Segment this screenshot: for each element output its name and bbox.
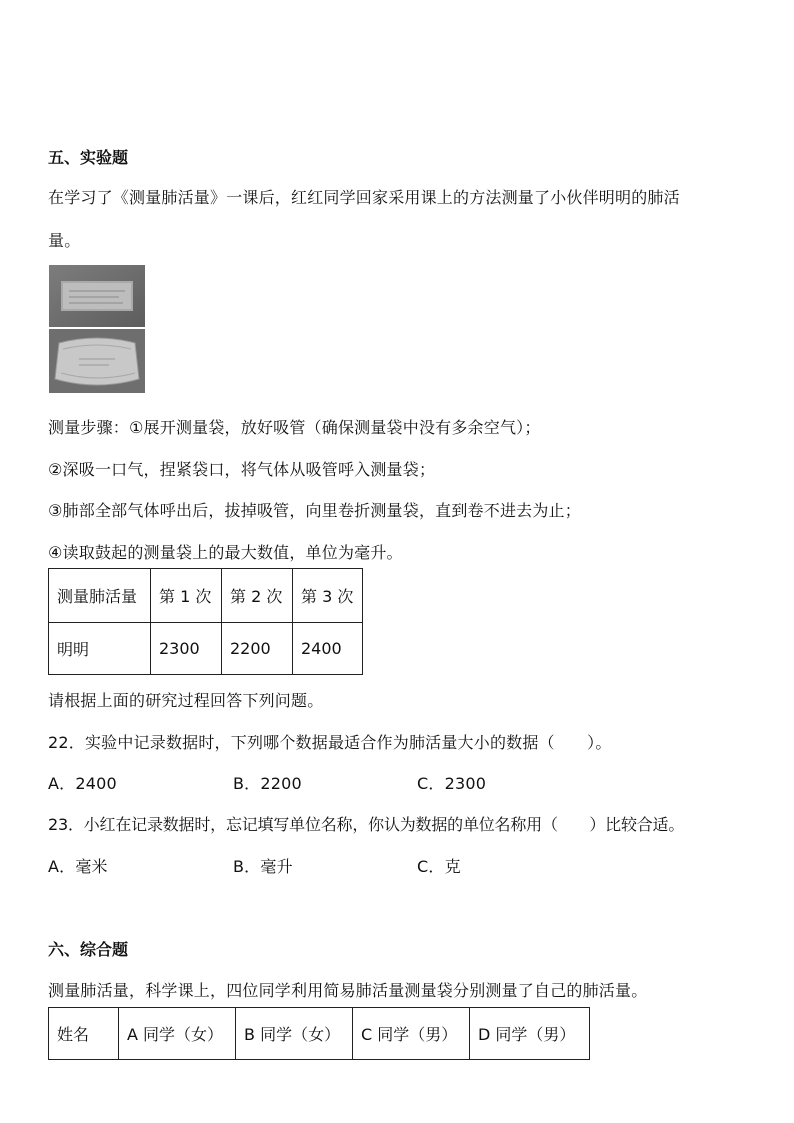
- table-cell: 测量肺活量: [49, 569, 151, 623]
- step-4: ④读取鼓起的测量袋上的最大数值，单位为毫升。: [48, 543, 403, 562]
- measuring-bag-inflated-photo: [49, 329, 145, 393]
- intro-line-2: 量。: [48, 231, 81, 250]
- table-row: [49, 623, 363, 675]
- step-2: ②深吸一口气，捏紧袋口，将气体从吸管呼入测量袋；: [48, 460, 436, 479]
- q23-option-c[interactable]: C．克: [417, 857, 461, 876]
- q22-option-c[interactable]: C．2300: [417, 774, 487, 793]
- question-22-stem: 22．实验中记录数据时，下列哪个数据最适合作为肺活量大小的数据（ ）。: [48, 733, 612, 752]
- step-3: ③肺部全部气体呼出后，拔掉吸管，向里卷折测量袋，直到卷不进去为止；: [48, 501, 581, 520]
- table-cell: 第 1 次: [151, 569, 222, 623]
- table-cell: 2400: [293, 623, 363, 675]
- q22-option-b[interactable]: B．2200: [233, 774, 302, 793]
- section-6-intro: 测量肺活量，科学课上，四位同学利用简易肺活量测量袋分别测量了自己的肺活量。: [48, 981, 648, 1000]
- measurement-table: [48, 568, 363, 675]
- table-header-row: [49, 569, 363, 623]
- section-5-heading: 五、实验题: [48, 148, 129, 167]
- table-cell: 第 3 次: [293, 569, 363, 623]
- students-table: [48, 1007, 590, 1060]
- section-6-heading: 六、综合题: [48, 940, 129, 959]
- table-cell: A 同学（女）: [119, 1008, 236, 1060]
- table-cell: 第 2 次: [222, 569, 293, 623]
- q23-option-a[interactable]: A．毫米: [48, 857, 108, 876]
- instruction-text: 请根据上面的研究过程回答下列问题。: [48, 691, 324, 710]
- table-cell: 2300: [151, 623, 222, 675]
- measuring-bag-flat-photo: [49, 265, 145, 327]
- table-cell: C 同学（男）: [353, 1008, 470, 1060]
- step-1: 测量步骤：①展开测量袋，放好吸管（确保测量袋中没有多余空气）；: [48, 418, 541, 437]
- table-cell: 明明: [49, 623, 151, 675]
- table-cell: 2200: [222, 623, 293, 675]
- q22-option-a[interactable]: A．2400: [48, 774, 117, 793]
- q23-option-b[interactable]: B．毫升: [233, 857, 293, 876]
- table-cell: B 同学（女）: [236, 1008, 353, 1060]
- question-23-stem: 23．小红在记录数据时，忘记填写单位名称，你认为数据的单位名称用（ ）比较合适。: [48, 815, 685, 834]
- table-cell: 姓名: [49, 1008, 119, 1060]
- table-cell: D 同学（男）: [470, 1008, 590, 1060]
- intro-line-1: 在学习了《测量肺活量》一课后，红红同学回家采用课上的方法测量了小伙伴明明的肺活: [48, 188, 680, 207]
- table-header-row: [49, 1008, 590, 1060]
